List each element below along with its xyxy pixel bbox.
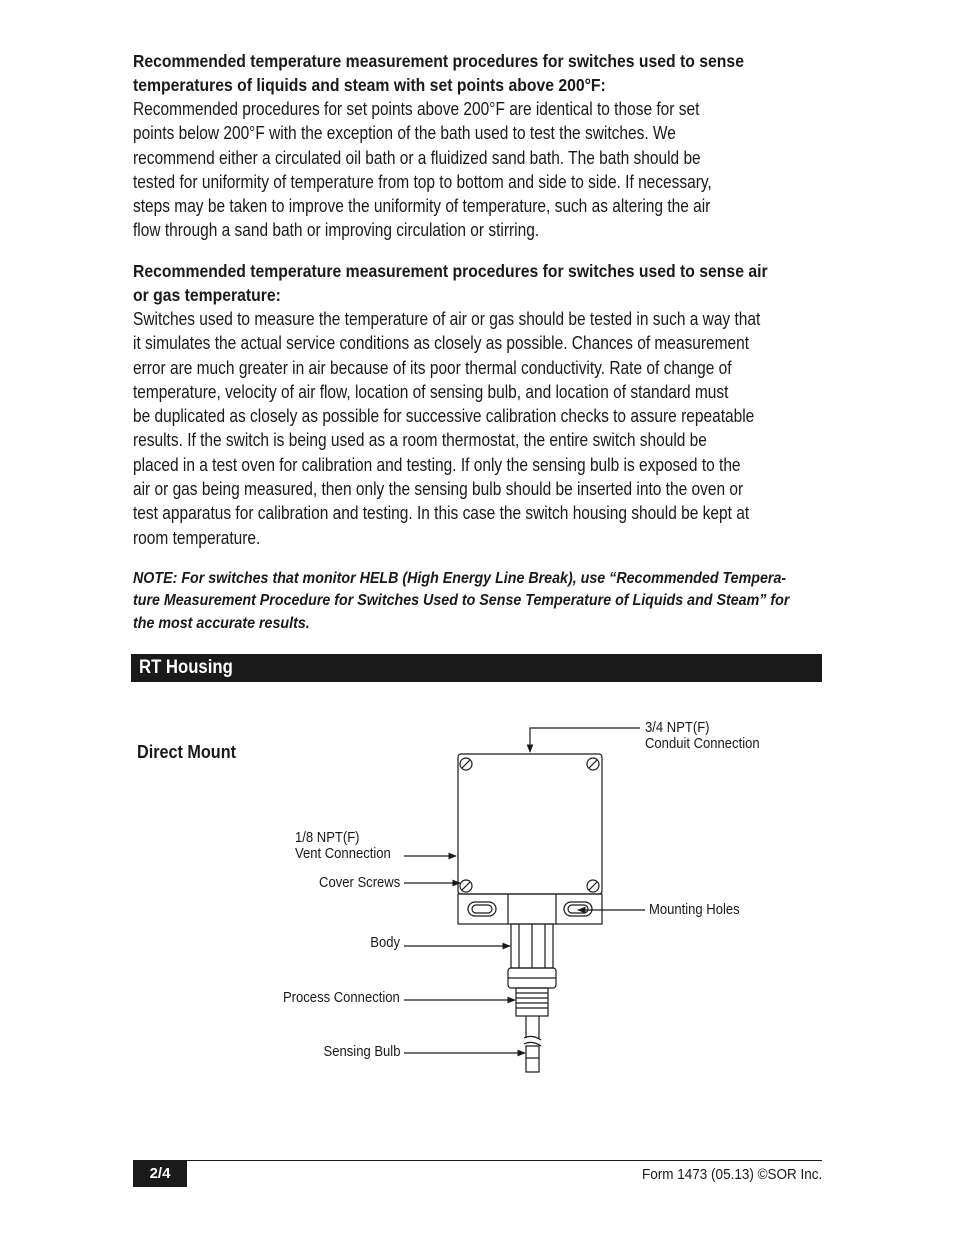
sensing-bulb: [526, 1046, 539, 1072]
process-connection-label: Process Connection: [283, 990, 400, 1006]
cover-screw-icon: [587, 880, 599, 892]
mounting-flange: [458, 894, 602, 924]
mounting-hole-icon: [564, 902, 592, 916]
direct-mount-label: Direct Mount: [137, 742, 236, 762]
housing-box: [458, 754, 602, 894]
cover-screw-icon: [587, 758, 599, 770]
form-number: Form 1473 (05.13) ©SOR Inc.: [641, 1166, 822, 1183]
cover-screw-icon: [460, 880, 472, 892]
conduit-connection-label: 3/4 NPT(F) Conduit Connection: [645, 720, 760, 752]
vent-connection-label: 1/8 NPT(F) Vent Connection: [295, 830, 391, 862]
body-label: Body: [370, 935, 400, 951]
conduit-leader: [530, 728, 640, 752]
section-body: Recommended procedures for set points above 200°F are identical to those for set points below 200°F with the exception of the bath used to test the switches. We recommend either a circulated oil bath or a fluidized sand bath. The bath should be tested for uniformity of temperature from top to bottom and side to side. If necessary, steps may be taken to improve the uniformity of temperature, such as altering the air flow through a sand bath or improving circulation or stirring.: [133, 99, 712, 241]
sensing-bulb-label: Sensing Bulb: [323, 1044, 400, 1060]
page-number: 2/4: [149, 1165, 171, 1182]
page-number-badge: [133, 1161, 187, 1187]
mounting-holes-label: Mounting Holes: [649, 902, 740, 918]
cover-screw-icon: [460, 758, 472, 770]
footer-rule: [133, 1160, 822, 1161]
helb-note: NOTE: For switches that monitor HELB (High Energy Line Break), use “Recommended Tempera- ture Measurement Procedure for Switches Used to Sense Temperature of Liquids and Steam” for the most accurate results.: [133, 570, 790, 632]
process-connection-thread: [516, 988, 548, 1016]
cover-screws-label: Cover Screws: [318, 875, 400, 891]
rt-housing-title: RT Housing: [139, 657, 233, 678]
mounting-hole-icon: [468, 902, 496, 916]
section-heading: Recommended temperature measurement procedures for switches used to sense air or gas temperature:: [133, 261, 768, 305]
section-body: Switches used to measure the temperature of air or gas should be tested in such a way that it simulates the actual service conditions as closely as possible. Chances of measurement error are much greater in air because of its poor thermal conductivity. Rate of change of temperature, velocity of air flow, location of sensing bulb, and location of standard must be duplicated as closely as possible for successive calibration checks to assure repeatable results. If the switch is being used as a room thermostat, the entire switch should be placed in a test oven for calibration and testing. If only the sensing bulb is exposed to the air or gas being measured, then only the sensing bulb should be inserted into the oven or test apparatus for calibration and testing. In this case the switch housing should be kept at room temperature.: [133, 309, 761, 548]
section-heading: Recommended temperature measurement procedures for switches used to sense temperatures of liquids and steam with set points above 200°F:: [133, 51, 744, 95]
